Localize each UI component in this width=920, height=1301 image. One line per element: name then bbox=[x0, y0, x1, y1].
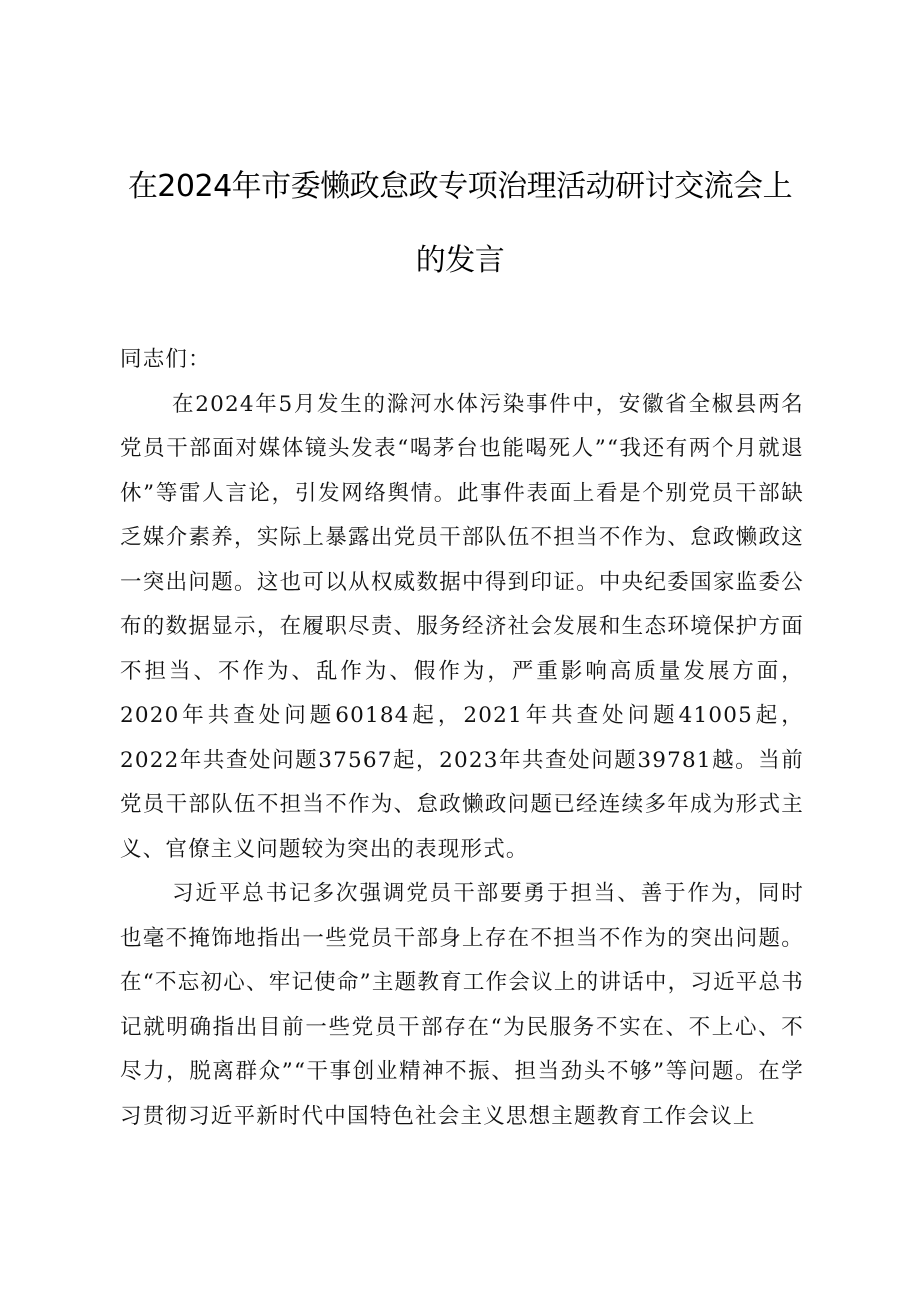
document-body bbox=[120, 338, 804, 1139]
document-title: 在2024年市委懒政怠政专项治理活动研讨交流会上的发言 bbox=[127, 169, 793, 278]
paragraph-1: 在2024年5月发生的滁河水体污染事件中，安徽省全椒县两名党员干部面对媒体镜头发表“喝茅台也能喝死人”“我还有两个月就退休”等雷人言论，引发网络舆情。此事件表面上看是个别党员干部缺乏媒介素养，实际上暴露出党员干部队伍不担当不作为、怠政懒政这一突出问题。这也可以从权威数据中得到印证。中央纪委国家监委公布的数据显示，在履职尽责、服务经济社会发展和生态环境保护方面不担当、不作为、乱作为、假作为，严重影响高质量发展方面，2020年共查处问题60184起，2021年共查处问题41005起，2022年共查处问题37567起，2023年共查处问题39781越。当前党员干部队伍不担当不作为、怠政懒政问题已经连续多年成为形式主义、官僚主义问题较为突出的表现形式。 bbox=[120, 391, 804, 862]
salutation: 同志们： bbox=[120, 347, 211, 372]
paragraph-2: 习近平总书记多次强调党员干部要勇于担当、善于作为，同时也毫不掩饰地指出一些党员干部身上存在不担当不作为的突出问题。在“不忘初心、牢记使命”主题教育工作会议上的讲话中，习近平总书记就明确指出目前一些党员干部存在“为民服务不实在、不上心、不尽力，脱离群众”“干事创业精神不振、担当劲头不够”等问题。在学习贯彻习近平新时代中国特色社会主义思想主题教育工作会议上 bbox=[120, 881, 804, 1129]
